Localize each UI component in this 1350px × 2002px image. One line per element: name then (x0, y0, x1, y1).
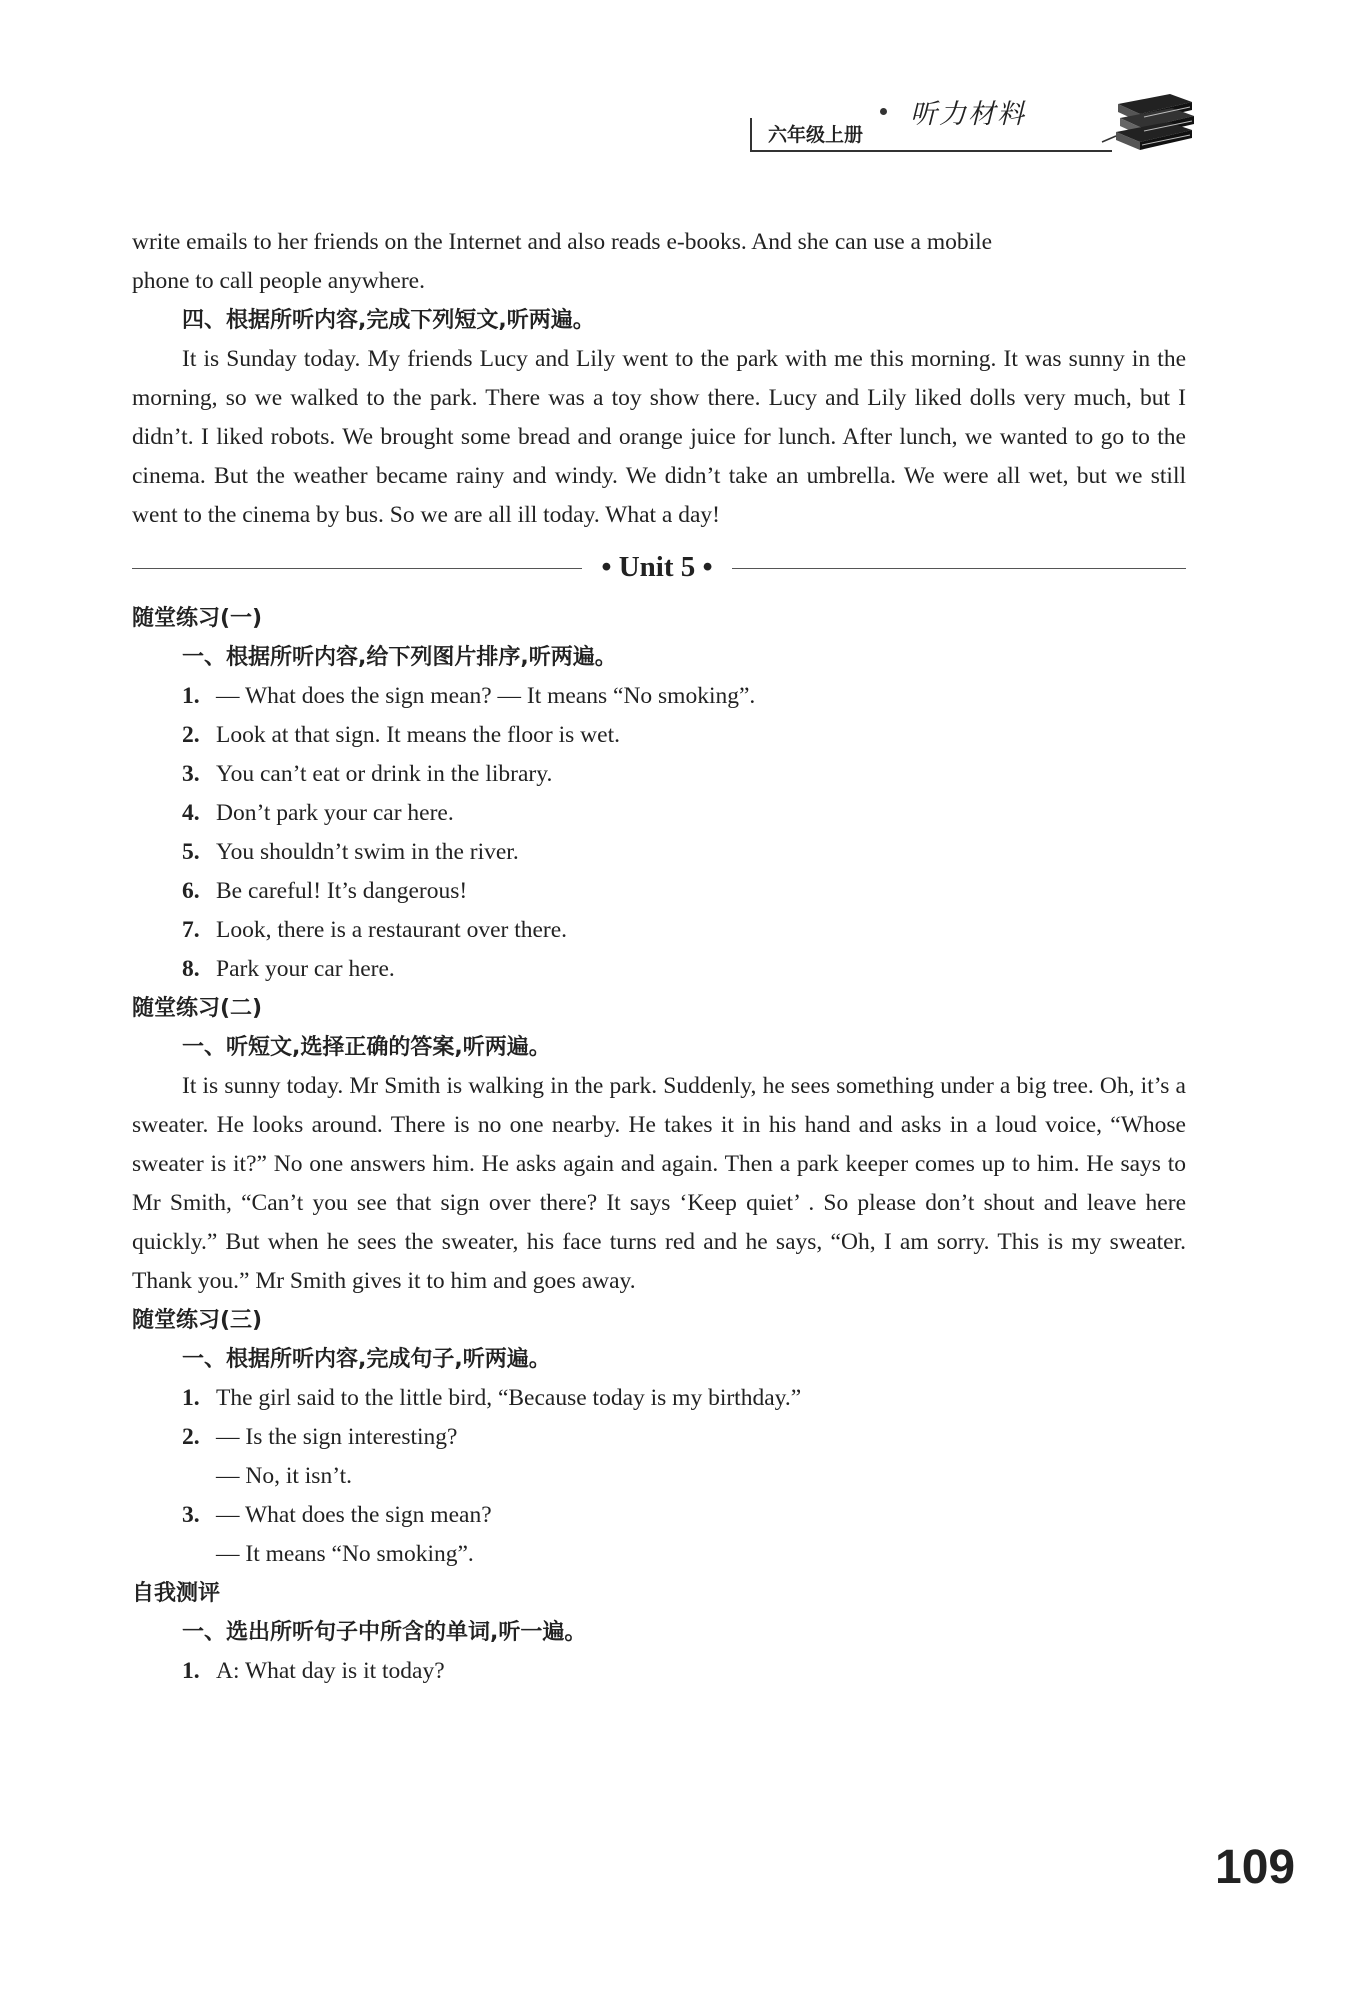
item-text: Look, there is a restaurant over there. (216, 917, 568, 943)
item-number: 5. (182, 839, 200, 865)
list-item (132, 1652, 1186, 1691)
item-reply: — No, it isn’t. (216, 1463, 353, 1489)
part4-heading: 四、根据所听内容,完成下列短文,听两遍。 (182, 308, 595, 333)
item-text: A: What day is it today? (216, 1658, 445, 1684)
practice1-title: 随堂练习(一) (132, 606, 263, 631)
divider-line-left (132, 568, 582, 569)
section-title: 听力材料 (910, 99, 1026, 130)
practice3-title: 随堂练习(三) (132, 1308, 263, 1333)
list-item (132, 755, 1186, 794)
item-text: You shouldn’t swim in the river. (216, 839, 519, 865)
practice2-passage: It is sunny today. Mr Smith is walking in the park. Suddenly, he sees something under a big tree. Oh, it’s a sweater. He looks around. There is no one nearby. He takes it in his hand and asks in a loud voice, “Whose sweater is it?” No one answers him. He asks again and again. Then a park keeper comes up to him. He says to Mr Smith, “Can’t you see that sign over there? It says ‘Keep quiet’ . So please don’t shout and leave here quickly.” But when he sees the sweater, his face turns red and he says, “Oh, I am sorry. This is my sweater. Thank you.” Mr Smith gives it to him and goes away. (132, 1073, 1186, 1294)
list-item (132, 833, 1186, 872)
grade-label: 六年级上册 (750, 118, 880, 152)
item-text: Look at that sign. It means the floor is wet. (216, 722, 620, 748)
page-number: 109 (1215, 1841, 1296, 1894)
list-item (132, 950, 1186, 989)
practice2-heading: 一、听短文,选择正确的答案,听两遍。 (182, 1035, 551, 1060)
item-number: 8. (182, 956, 200, 982)
list-item (132, 1418, 1186, 1457)
header-dot (880, 108, 887, 115)
item-number: 1. (182, 1658, 200, 1684)
unit-divider (132, 541, 1186, 599)
item-number: 3. (182, 1502, 200, 1528)
item-number: 6. (182, 878, 200, 904)
page-header (750, 90, 1190, 160)
item-text: Don’t park your car here. (216, 800, 454, 826)
item-number: 2. (182, 1424, 200, 1450)
list-item (132, 872, 1186, 911)
intro-line-2: phone to call people anywhere. (132, 268, 425, 294)
intro-line-1: write emails to her friends on the Internet and also reads e-books. And she can use a mobile (132, 229, 993, 255)
practice1-list (132, 677, 1186, 989)
books-icon (1100, 90, 1200, 156)
practice1-heading: 一、根据所听内容,给下列图片排序,听两遍。 (182, 645, 617, 670)
list-item (132, 911, 1186, 950)
practice3-heading: 一、根据所听内容,完成句子,听两遍。 (182, 1347, 551, 1372)
item-text: — What does the sign mean? — It means “No smoking”. (216, 683, 756, 709)
list-item (132, 794, 1186, 833)
item-text: — Is the sign interesting? (216, 1424, 458, 1450)
item-text: You can’t eat or drink in the library. (216, 761, 553, 787)
item-reply: — It means “No smoking”. (216, 1541, 474, 1567)
item-text: — What does the sign mean? (216, 1502, 492, 1528)
item-number: 1. (182, 683, 200, 709)
item-number: 7. (182, 917, 200, 943)
part4-passage: It is Sunday today. My friends Lucy and Lily went to the park with me this morning. It was sunny in the morning, so we walked to the park. There was a toy show there. Lucy and Lily liked dolls very much, but I didn’t. I liked robots. We brought some bread and orange juice for lunch. After lunch, we wanted to go to the cinema. But the weather became rainy and windy. We didn’t take an umbrella. We were all wet, but we still went to the cinema by bus. So we are all ill today. What a day! (132, 346, 1186, 528)
item-number: 3. (182, 761, 200, 787)
item-number: 2. (182, 722, 200, 748)
divider-line-right (732, 568, 1186, 569)
item-text: Be careful! It’s dangerous! (216, 878, 468, 904)
list-item (132, 1496, 1186, 1535)
item-text: Park your car here. (216, 956, 395, 982)
self-test-heading: 一、选出所听句子中所含的单词,听一遍。 (182, 1620, 587, 1645)
page-content (132, 223, 1186, 1691)
list-item (132, 716, 1186, 755)
item-number: 1. (182, 1385, 200, 1411)
list-item (132, 1379, 1186, 1418)
item-number: 4. (182, 800, 200, 826)
list-item (132, 677, 1186, 716)
header-rule (880, 150, 1112, 152)
item-text: The girl said to the little bird, “Because today is my birthday.” (216, 1385, 802, 1411)
practice2-title: 随堂练习(二) (132, 996, 263, 1021)
unit-title: • Unit 5 • (601, 551, 713, 583)
self-test-title: 自我测评 (132, 1581, 221, 1606)
